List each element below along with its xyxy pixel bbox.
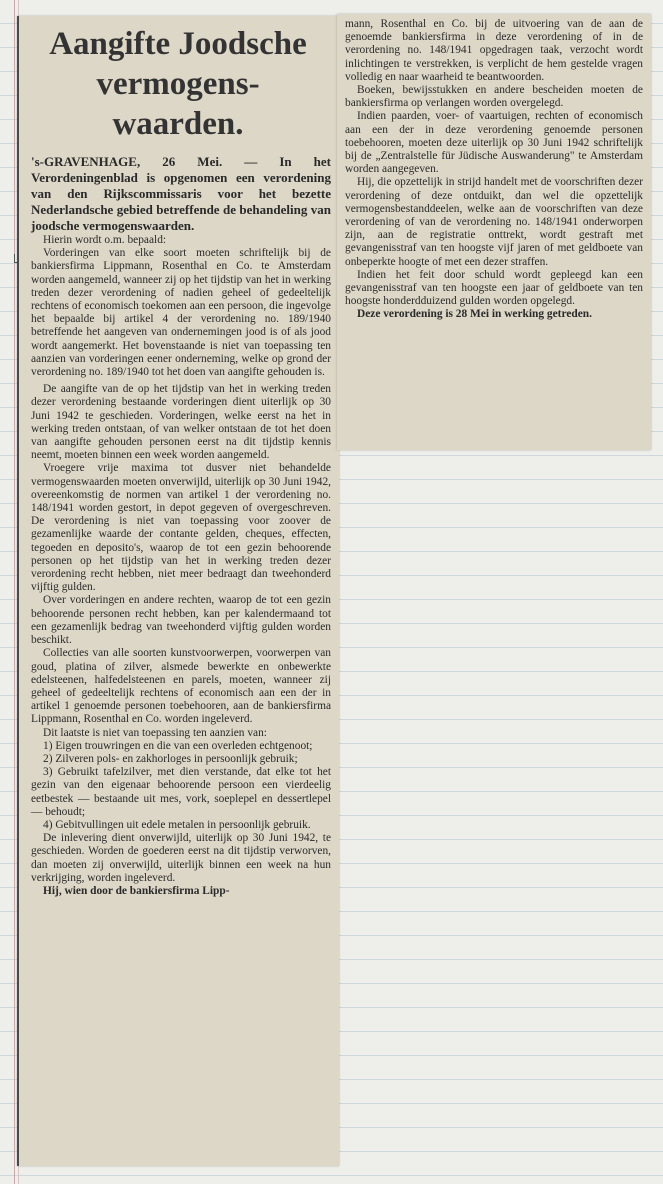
paragraph: Indien het feit door schuld wordt gepleegd kan een gevangenisstraf van ten hoogste een jaar of geldboete van ten hoogste honderdduizend gulden worden opgelegd. (345, 268, 643, 308)
paragraph: Vorderingen van elke soort moeten schriftelijk bij de bankiersfirma Lippmann, Rosenthal en Co. te Amsterdam worden aangemeld, wanneer zij op het tijdstip van het in werking treden dezer verordening of nadien geheel of gedeeltelijk rechtens of economisch toekomen aan een persoon, die ingevolge het bepaalde bij artikel 4 der verordening no. 189/1940 betreffende het aangeven van ondernemingen jood is of als jood wordt aangemerkt. Het bovenstaande is niet van toepassing ten aanzien van vorderingen eener onderneming, welke op grond der verordening no. 189/1940 tot het doen van aangifte gehouden is. (31, 247, 331, 379)
headline (23, 24, 333, 144)
paragraph: Hij, die opzettelijk in strijd handelt met de voorschriften dezer verordening of deze ontduikt, dan wel die opzettelijk vermogensbestanddeelen, welke aan de voorschriften van deze verordening of van de verordening no. 148/1941 onderworpen zijn, aan de registratie onttrekt, wordt gestraft met gevangenisstraf van ten hoogste vijf jaren of met geldboete van onbeperkte hoogte of met een dezer straffen. (345, 176, 643, 268)
list-item: 3) Gebruikt tafelzilver, met dien verstande, dat elke tot het gezin van den eigenaar behoorende persoon een vierdeelig eetbestek — bestaande uit mes, vork, soeplepel en dessertlepel — behoudt; (31, 766, 331, 818)
headline-line-1: Aangifte Joodsche (49, 26, 307, 62)
paragraph: mann, Rosenthal en Co. bij de uitvoering van de aan de genoemde bankiersfirma in deze verordening of in de verordening no. 148/1941 opgedragen taak, verzocht wordt inlichtingen te verstrekken, is verplicht de hem gestelde vragen volledig en naar waarheid te beantwoorden. (345, 18, 643, 83)
paragraph: Deze verordening is 28 Mei in werking getreden. (357, 308, 592, 321)
article-body-right (337, 14, 651, 322)
paragraph: Dit laatste is niet van toepassing ten aanzien van: (43, 726, 267, 739)
headline-line-2: vermogens- (96, 66, 260, 102)
dateline-paragraph: 's-GRAVENHAGE, 26 Mei. — In het Verordeningenblad is opgenomen een verordening van den Rijkscommissaris voor het bezette Nederlandsche gebied betreffende de behandeling van joodsche vermogenswaarden. (31, 154, 331, 233)
paragraph: Indien paarden, voer- of vaartuigen, rechten of economisch aan een der in deze verordening genoemde personen toebehooren, moeten deze uiterlijk op 30 Juni 1942 schriftelijk bij de „Zentralstelle für Jüdische Auswanderung" te Amsterdam worden aangegeven. (345, 110, 643, 176)
paragraph: Hij, wien door de bankiersfirma Lipp- (43, 884, 230, 897)
list-item: 2) Zilveren pols- en zakhorloges in persoonlijk gebruik; (43, 752, 298, 765)
list-item: 4) Gebitvullingen uit edele metalen in persoonlijk gebruik. (43, 818, 311, 831)
clipping-right-column (337, 14, 651, 450)
clipping-left-column (17, 16, 339, 1166)
paragraph: De inlevering dient onverwijld, uiterlijk op 30 Juni 1942, te geschieden. Worden de goederen eerst na dit tijdstip verworven, dan moeten zij onverwijld, uiterlijk binnen een week na hun verkrijging, worden ingeleverd. (31, 832, 331, 884)
paragraph: Over vorderingen en andere rechten, waarop de tot een gezin behoorende personen recht hebben, kan per kalendermaand tot een gezamenlijk bedrag van tweehonderd vijftig gulden worden beschikt. (31, 594, 331, 647)
headline-line-3: waarden. (112, 106, 244, 142)
article-body-left (19, 154, 339, 898)
paragraph: Boeken, bewijsstukken en andere bescheiden moeten de bankiersfirma op verlangen worden overgelegd. (345, 84, 643, 110)
paragraph: Vroegere vrije maxima tot dusver niet behandelde vermogenswaarden moeten onverwijld, uiterlijk op 30 Juni 1942, overeenkomstig de normen van artikel 1 der verordening no. 148/1941 worden gestort, in depot gegeven of overgeschreven. De verordening is niet van toepassing voor zoover de gezamenlijke waarde der contante gelden, cheques, effecten, tegoeden en deposito's, waarop de tot een gezin behoorende personen op het tijdstip van het in werking treden dezer verordening recht hebben, niet meer bedraagt dan tweehonderd vijftig gulden. (31, 462, 331, 594)
margin-line (14, 0, 15, 1184)
paragraph: Hierin wordt o.m. bepaald: (43, 234, 167, 246)
list-item: 1) Eigen trouwringen en die van een overleden echtgenoot; (43, 739, 313, 752)
paragraph: De aangifte van de op het tijdstip van het in werking treden dezer verordening bestaande vorderingen dient uiterlijk op 30 Juni 1942 te geschieden. Vorderingen, welke eerst na het in werking treden ontstaan, of van welker ontstaan de tot het doen van aangifte gehouden personen eerst na dit tijdstip kennis neemt, moeten binnen een week worden aangemeld. (31, 383, 331, 462)
paragraph: Collecties van alle soorten kunstvoorwerpen, voorwerpen van goud, platina of zilver, alsmede bewerkte en onbewerkte edelsteenen, halfedelsteenen en parels, moeten, wanneer zij geheel of gedeeltelijk rechtens of economisch aan een der in artikel 1 genoemde personen toebehooren, aan de bankiersfirma Lippmann, Rosenthal en Co. worden ingeleverd. (31, 647, 331, 726)
